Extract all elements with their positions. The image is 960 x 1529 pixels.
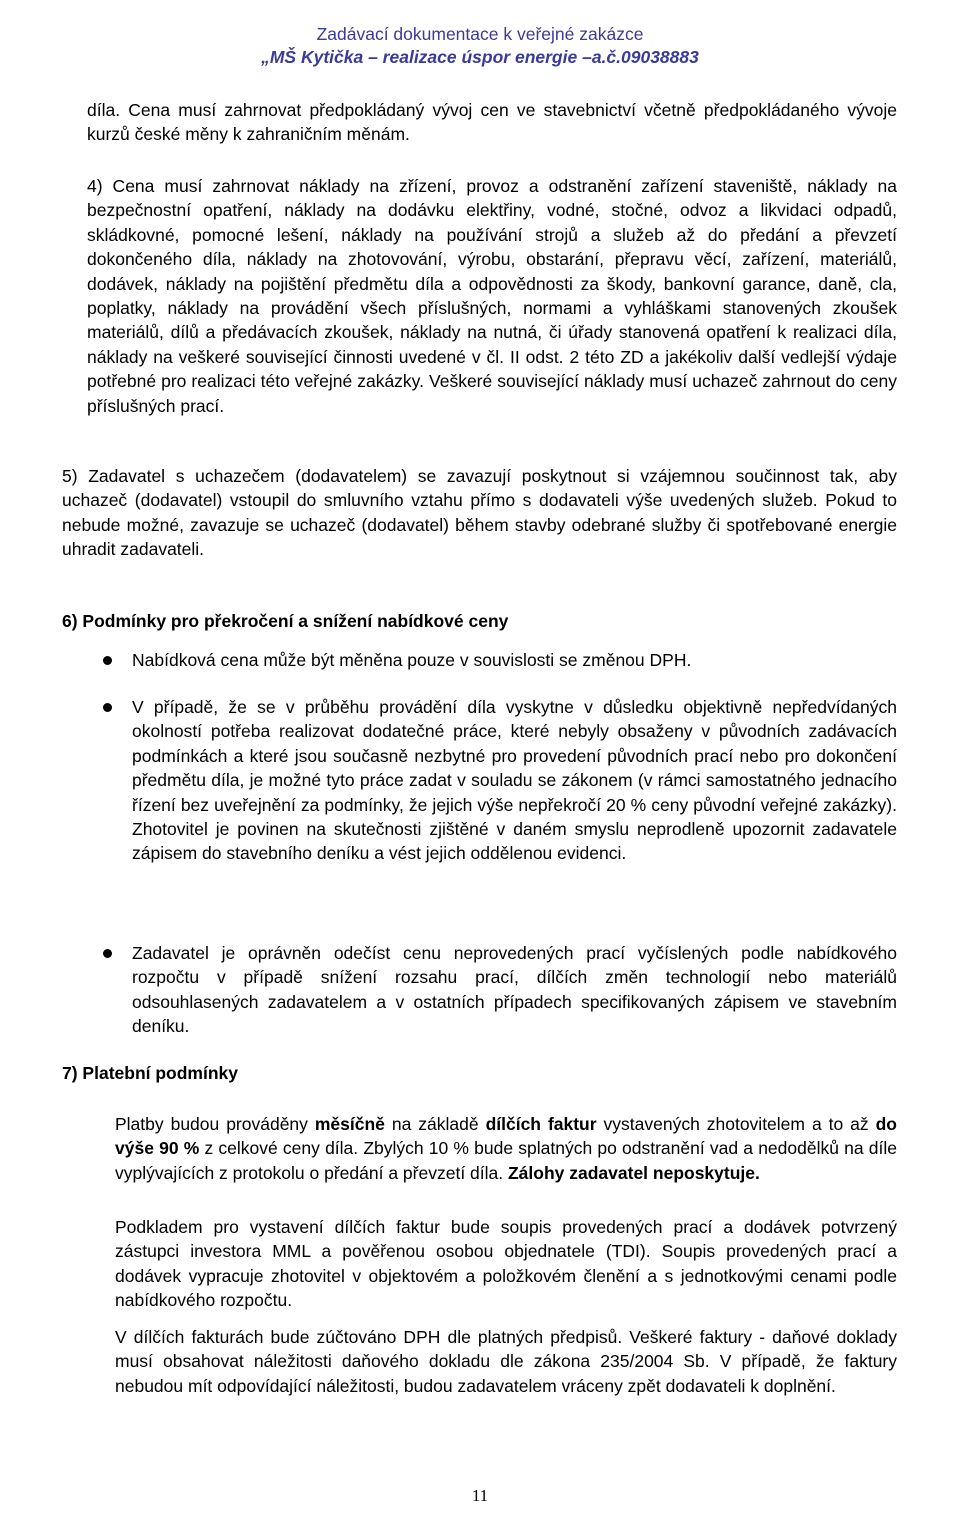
- paragraph-4: 4) Cena musí zahrnovat náklady na zřízení, provoz a odstranění zařízení staveniště, náklady na bezpečnostní opatření, náklady na dodávku elektřiny, vodné, stočné, odvoz a likvidaci odpadů, skládkovné, pomocné lešení, náklady na používání strojů a služeb až do předání a převzetí dokončeného díla, náklady na zhotovování, výrobu, obstarání, přepravu věcí, zařízení, materiálů, dodávek, náklady na pojištění předmětu díla a odpovědnosti za škody, bankovní garance, daně, cla, poplatky, náklady na provádění všech příslušných, normami a vyhláškami stanovených zkoušek materiálů, dílů a předávacích zkoušek, náklady na nutná, či úřady stanovená opatření k realizaci díla, náklady na veškeré související činnosti uvedené v čl. II odst. 2 této ZD a jakékoliv další vedlejší výdaje potřebné pro realizaci této veřejné zakázky. Veškeré související náklady musí uchazeč zahrnout do ceny příslušných prací.: [87, 176, 897, 416]
- bullet-icon: [103, 656, 112, 665]
- header-subtitle: „MŠ Kytička – realizace úspor energie –a.č.09038883: [261, 47, 699, 67]
- text-run: vystavených zhotovitelem a to až: [596, 1114, 876, 1134]
- intro-paragraph: díla. Cena musí zahrnovat předpokládaný vývoj cen ve stavebnictví včetně předpokládaného vývoje kurzů české měny k zahraničním měnám.: [87, 100, 897, 145]
- text-run: z celkové ceny díla. Zbylých 10 % bude splatných po odstranění vad a nedodělků na díle vyplývajících z protokolu o předání a převzetí díla.: [115, 1138, 897, 1183]
- bold-run: dílčích faktur: [485, 1114, 597, 1134]
- section-7-heading: 7) Platební podmínky: [62, 1063, 238, 1083]
- bullet-item-3: Zadavatel je oprávněn odečíst cenu neprovedených prací vyčíslených podle nabídkového rozpočtu v případě snížení rozsahu prací, dílčích změn technologií nebo materiálů odsouhlasených zadavatelem a v ostatních případech specifikovaných zápisem ve stavebním deníku.: [132, 943, 897, 1037]
- bullet-item-1: Nabídková cena může být měněna pouze v souvislosti se změnou DPH.: [132, 650, 692, 670]
- payment-paragraph-1: [115, 1112, 897, 1185]
- bold-run: měsíčně: [314, 1114, 385, 1134]
- payment-paragraph-3: V dílčích fakturách bude zúčtováno DPH dle platných předpisů. Veškeré faktury - daňové doklady musí obsahovat náležitosti daňového dokladu dle zákona 235/2004 Sb. V případě, že faktury nebudou mít odpovídající náležitosti, budou zadavatelem vráceny zpět dodavateli k doplnění.: [115, 1327, 897, 1396]
- paragraph-5: 5) Zadavatel s uchazečem (dodavatelem) se zavazují poskytnout si vzájemnou součinnost tak, aby uchazeč (dodavatel) vstoupil do smluvního vztahu přímo s dodavateli výše uvedených služeb. Pokud to nebude možné, zavazuje se uchazeč (dodavatel) během stavby odebrané služby či spotřebované energie uhradit zadavateli.: [62, 466, 897, 560]
- bullet-icon: [103, 949, 112, 958]
- text-run: Platby budou prováděny: [115, 1114, 315, 1134]
- bold-run: do výše 90 %: [115, 1114, 897, 1159]
- header-title: Zadávací dokumentace k veřejné zakázce: [316, 24, 644, 44]
- text-run: na základě: [384, 1114, 486, 1134]
- bullet-item-2: V případě, že se v průběhu provádění díla vyskytne v důsledku objektivně nepředvídaných okolností potřeba realizovat dodatečné práce, které nebyly obsaženy v původních zadávacích podmínkách a které jsou současně nezbytné pro provedení původních prací nebo pro dokončení předmětu díla, je možné tyto práce zadat v souladu se zákonem (v rámci samostatného jednacího řízení bez uveřejnění za podmínky, že jejich výše nepřekročí 20 % ceny původní veřejné zakázky). Zhotovitel je povinen na skutečnosti zjištěné v daném smyslu neprodleně upozornit zadavatele zápisem do stavebního deníku a vést jejich oddělenou evidenci.: [132, 697, 897, 864]
- bullet-icon: [103, 703, 112, 712]
- payment-paragraph-2: Podkladem pro vystavení dílčích faktur bude soupis provedených prací a dodávek potvrzený zástupci investora MML a pověřenou osobou objednatele (TDI). Soupis provedených prací a dodávek vypracuje zhotovitel v objektovém a položkovém členění a s jednotkovými cenami podle nabídkového rozpočtu.: [115, 1217, 897, 1311]
- section-6-heading: 6) Podmínky pro překročení a snížení nabídkové ceny: [62, 611, 509, 631]
- bold-run: Zálohy zadavatel neposkytuje.: [507, 1162, 760, 1183]
- page-number: 11: [471, 1486, 489, 1505]
